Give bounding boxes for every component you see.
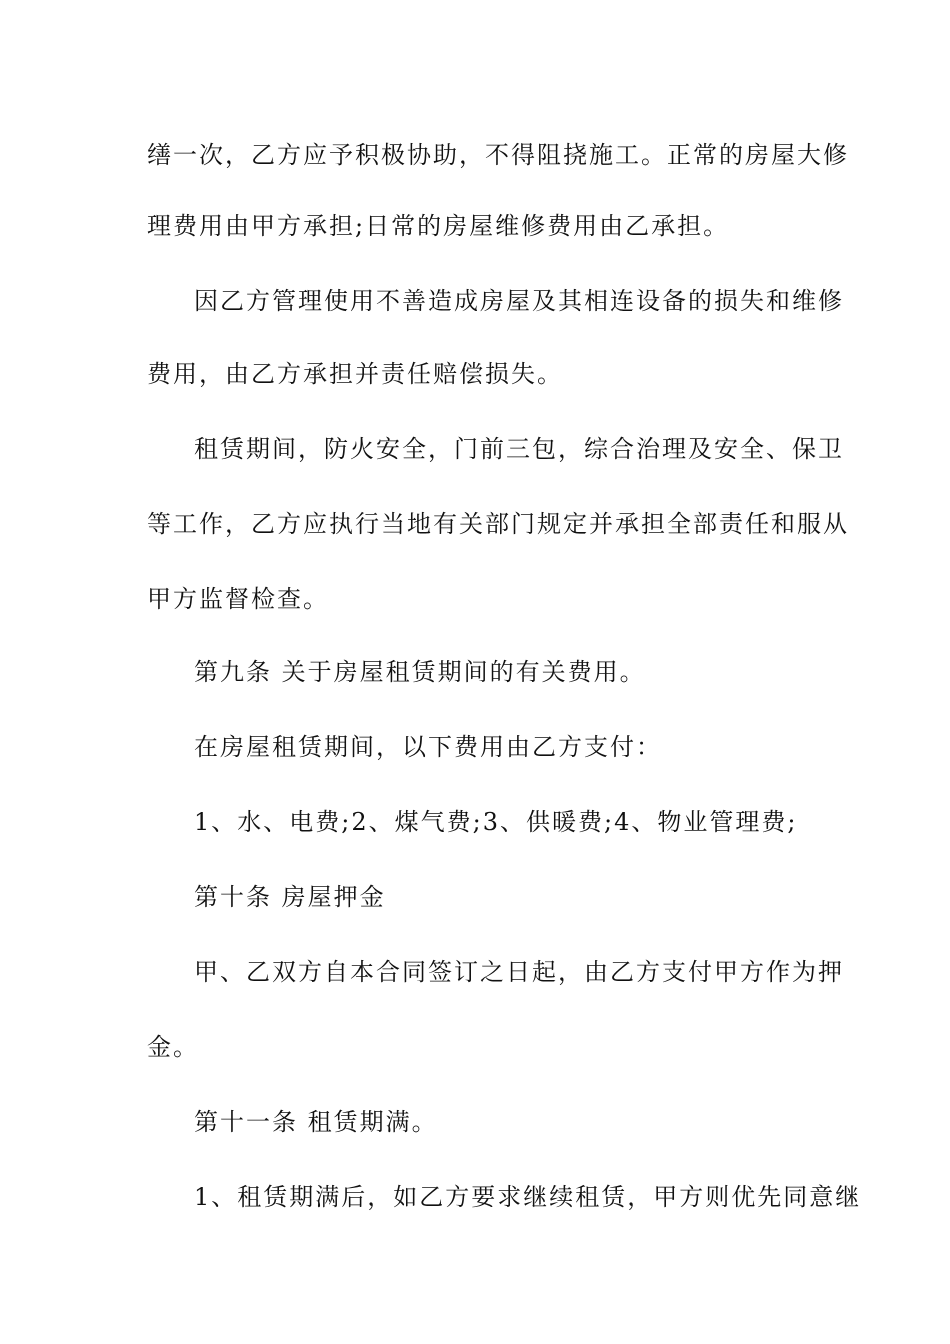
paragraph-line: 1、水、电费;2、煤气费;3、供暖费;4、物业管理费; — [194, 808, 798, 836]
paragraph-line: 理费用由甲方承担;日常的房屋维修费用由乙承担。 — [147, 212, 730, 240]
paragraph-line: 在房屋租赁期间，以下费用由乙方支付： — [194, 733, 662, 761]
paragraph-line: 甲、乙双方自本合同签订之日起，由乙方支付甲方作为押 — [194, 958, 844, 986]
paragraph-line: 因乙方管理使用不善造成房屋及其相连设备的损失和维修 — [194, 287, 844, 315]
section-heading: 第十一条 租赁期满。 — [194, 1108, 438, 1136]
paragraph-line: 缮一次，乙方应予积极协助，不得阻挠施工。正常的房屋大修 — [147, 141, 849, 169]
paragraph-line: 金。 — [147, 1033, 199, 1061]
section-heading: 第十条 房屋押金 — [194, 883, 386, 911]
paragraph-line: 等工作，乙方应执行当地有关部门规定并承担全部责任和服从 — [147, 510, 849, 538]
paragraph-line: 费用，由乙方承担并责任赔偿损失。 — [147, 360, 563, 388]
paragraph-line: 1、租赁期满后，如乙方要求继续租赁，甲方则优先同意继 — [194, 1183, 862, 1211]
paragraph-line: 租赁期间，防火安全，门前三包，综合治理及安全、保卫 — [194, 435, 844, 463]
section-heading: 第九条 关于房屋租赁期间的有关费用。 — [194, 658, 646, 686]
paragraph-line: 甲方监督检查。 — [147, 585, 329, 613]
